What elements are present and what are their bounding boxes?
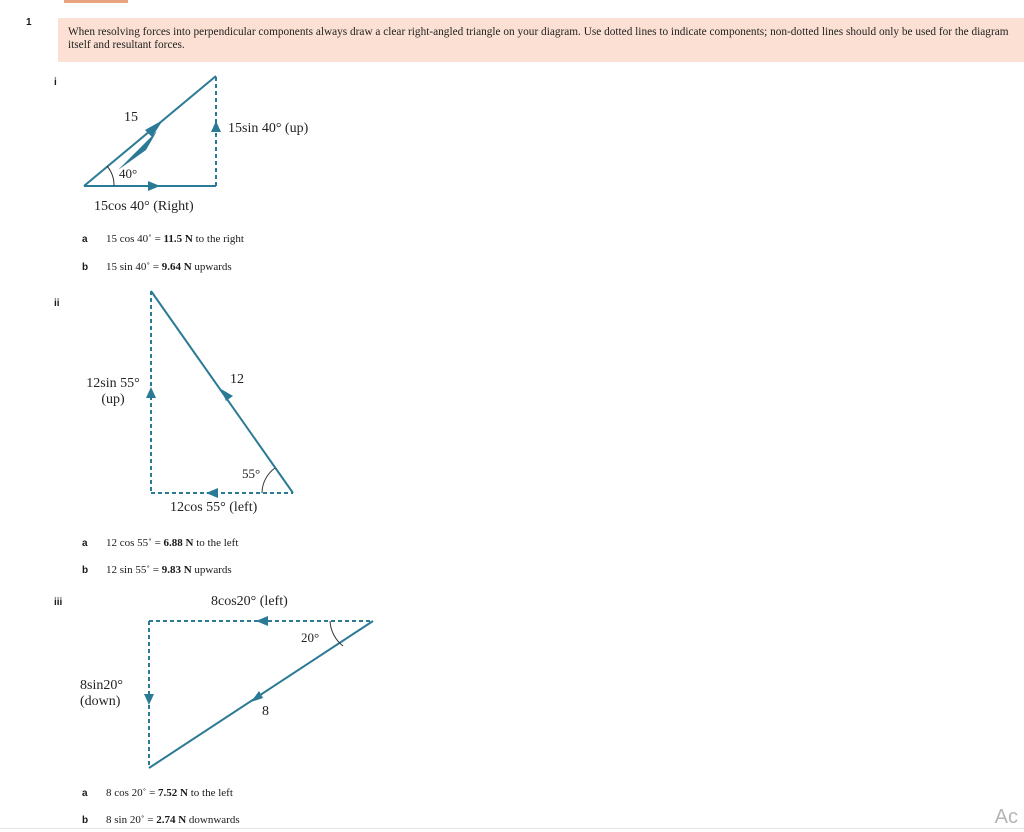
diagram-i-angle-label: 40° — [119, 166, 138, 181]
answer-text: 12 sin 55˚ = 9.83 N upwards — [106, 564, 232, 576]
answer-text: 15 sin 40˚ = 9.64 N upwards — [106, 261, 232, 273]
answer-text: 8 sin 20˚ = 2.74 N downwards — [106, 814, 240, 826]
diagram-iii-angle-label: 20° — [301, 630, 320, 645]
answer-text: 12 cos 55˚ = 6.88 N to the left — [106, 537, 239, 549]
answer-text: 15 cos 40˚ = 11.5 N to the right — [106, 233, 244, 245]
diagram-iii-force-label: 8 — [262, 704, 269, 719]
answer-letter: a — [82, 788, 88, 799]
diagram-i-force-label: 15 — [124, 110, 138, 125]
part-label-ii: ii — [54, 298, 60, 309]
question-number: 1 — [26, 17, 32, 28]
part-label-i: i — [54, 77, 57, 88]
diagram-i-arrow-vertical — [211, 121, 221, 132]
diagram-ii-angle-label: 55° — [242, 466, 261, 481]
diagram-ii-horizontal-label: 12cos 55° (left) — [170, 500, 258, 515]
diagram-i-angle-arc — [107, 166, 114, 186]
diagram-i-horizontal-label: 15cos 40° (Right) — [94, 199, 194, 214]
instruction-note: When resolving forces into perpendicular components always draw a clear right-angled triangle on your diagram. Use dotted lines to indicate components; non-dotted lines should only be used for the diagram itself and resultant forces. — [58, 18, 1024, 62]
answer-letter: a — [82, 234, 88, 245]
diagram-ii-angle-arc — [262, 468, 275, 493]
diagram-ii-force-label: 12 — [230, 372, 244, 387]
diagram-ii-arrow-horizontal — [206, 488, 218, 498]
answer-text: 8 cos 20˚ = 7.52 N to the left — [106, 787, 233, 799]
diagram-ii-arrow-resultant — [221, 389, 233, 401]
diagram-iii-arrow-vertical — [144, 694, 154, 705]
diagram-i — [84, 76, 221, 191]
diagram-iii-arrow-horizontal — [256, 616, 268, 626]
diagram-iii — [144, 616, 373, 768]
diagram-i-arrow-horizontal — [148, 181, 160, 191]
answer-letter: a — [82, 538, 88, 549]
diagram-iii-vertical-label: 8sin20° (down) — [80, 678, 123, 709]
corner-text: Ac — [994, 806, 1018, 828]
diagram-iii-arrow-resultant — [251, 691, 263, 702]
part-label-iii: iii — [54, 597, 63, 608]
diagram-iii-horizontal-label: 8cos20° (left) — [211, 594, 288, 609]
answer-letter: b — [82, 565, 89, 576]
diagram-ii-resultant — [151, 291, 293, 493]
diagram-i-vertical-label: 15sin 40° (up) — [228, 121, 309, 136]
diagram-ii — [146, 291, 293, 498]
answer-letter: b — [82, 262, 89, 273]
diagram-ii-vertical-label: 12sin 55° (up) — [86, 376, 140, 407]
answer-letter: b — [82, 815, 89, 826]
bottom-divider — [0, 828, 1024, 829]
